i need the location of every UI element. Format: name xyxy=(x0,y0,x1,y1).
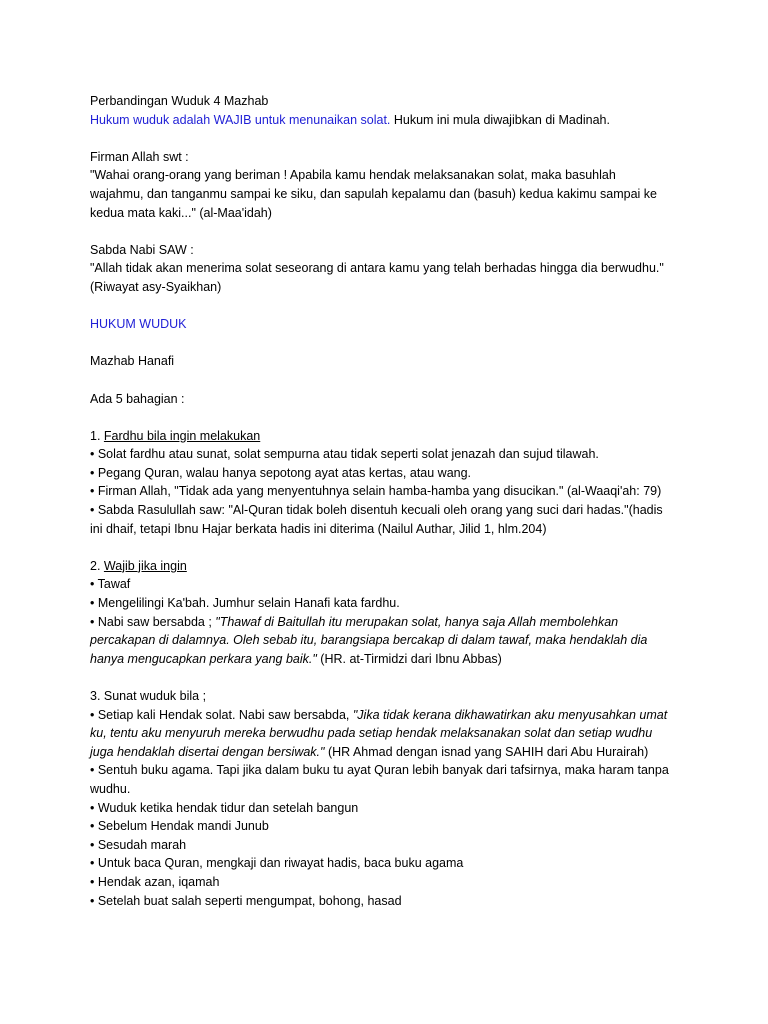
sabda-line: (Riwayat asy-Syaikhan) xyxy=(90,279,222,294)
bullet-prefix: • Nabi saw bersabda ; xyxy=(90,614,216,629)
section3-heading: 3. Sunat wuduk bila ; xyxy=(90,689,207,703)
section3-quote-line xyxy=(90,724,690,743)
section3-bullet: • Untuk baca Quran, mengkaji dan riwayat hadis, baca buku agama xyxy=(90,856,464,871)
section3-bullet: • Hendak azan, iqamah xyxy=(90,874,220,889)
quote-text: "Jika tidak kerana dikhawatirkan aku menyusahkan umat xyxy=(352,707,668,722)
intro-line xyxy=(90,111,690,130)
section2-bullet: • Mengelilingi Ka'bah. Jumhur selain Hanafi kata fardhu. xyxy=(90,596,400,611)
section3-quote-line xyxy=(90,743,690,762)
section2-bullet xyxy=(90,613,690,632)
mazhab-heading: Mazhab Hanafi xyxy=(90,354,175,369)
section1-line: • Firman Allah, "Tidak ada yang menyentuhnya selain hamba-hamba yang disucikan." (al-Waaqi'ah: 79) xyxy=(90,484,662,499)
bullet-prefix: • Setiap kali Hendak solat. Nabi saw bersabda, xyxy=(90,707,353,722)
section1-line: ini dhaif, tetapi Ibnu Hajar berkata hadis ini diterima (Nailul Authar, Jilid 1, hlm.204) xyxy=(90,521,547,536)
firman-line: kedua mata kaki..." (al-Maa'idah) xyxy=(90,205,272,220)
section1-heading xyxy=(90,427,690,446)
firman-heading: Firman Allah swt : xyxy=(90,149,189,164)
section2-quote-line xyxy=(90,631,690,650)
citation: (HR Ahmad dengan isnad yang SAHIH dari Abu Hurairah) xyxy=(324,744,649,759)
section1-line: • Sabda Rasulullah saw: "Al-Quran tidak boleh disentuh kecuali oleh orang yang suci dari hadas."(hadis xyxy=(90,503,663,518)
section3-bullet: • Sentuh buku agama. Tapi jika dalam buku tu ayat Quran lebih banyak dari tafsirnya, maka haram tanpa xyxy=(90,763,669,778)
quote-text: percakapan di dalamnya. Oleh sebab itu, barangsiapa bercakap di dalam tawaf, maka hendaklah dia xyxy=(90,633,648,648)
section3-bullet: • Setelah buat salah seperti mengumpat, bohong, hasad xyxy=(90,893,402,908)
section2-quote-line xyxy=(90,650,690,669)
quote-text: ku, tentu aku menyuruh mereka berwudhu pada setiap hendak melaksanakan solat dan setiap wudhu xyxy=(90,726,653,741)
quote-text: juga hendaklah disertai dengan bersiwak." xyxy=(90,744,325,759)
quote-text: "Thawaf di Baitullah itu merupakan solat, hanya saja Allah membolehkan xyxy=(215,614,619,629)
bahagian-text: Ada 5 bahagian : xyxy=(90,391,185,406)
section3-bullet: • Sesudah marah xyxy=(90,837,187,852)
section3-bullet xyxy=(90,706,690,725)
document-body xyxy=(90,92,690,910)
section1-title: Fardhu bila ingin melakukan xyxy=(103,428,261,443)
firman-line: wajahmu, dan tanganmu sampai ke siku, dan sapulah kepalamu dan (basuh) kedua kakimu sampai ke xyxy=(90,186,657,201)
intro-highlight: Hukum wuduk adalah WAJIB untuk menunaikan solat. xyxy=(90,112,391,127)
section1-line: • Pegang Quran, walau hanya sepotong ayat atas kertas, atau wang. xyxy=(90,465,472,480)
document-title: Perbandingan Wuduk 4 Mazhab xyxy=(90,94,269,108)
quote-text: hanya mengucapkan perkara yang baik." xyxy=(90,651,317,666)
section2-bullet: • Tawaf xyxy=(90,577,131,592)
section2-heading xyxy=(90,557,690,576)
firman-line: "Wahai orang-orang yang beriman ! Apabila kamu hendak melaksanakan solat, maka basuhlah xyxy=(90,168,616,183)
citation: (HR. at-Tirmidzi dari Ibnu Abbas) xyxy=(316,651,502,666)
hukum-heading: HUKUM WUDUK xyxy=(90,317,187,332)
section3-bullet-cont: wudhu. xyxy=(90,781,131,796)
sabda-line: "Allah tidak akan menerima solat seseorang di antara kamu yang telah berhadas hingga dia berwudhu." xyxy=(90,261,664,276)
intro-rest: Hukum ini mula diwajibkan di Madinah. xyxy=(390,112,610,127)
sabda-heading: Sabda Nabi SAW : xyxy=(90,242,194,257)
section1-number: 1. xyxy=(90,428,104,443)
section3-bullet: • Wuduk ketika hendak tidur dan setelah bangun xyxy=(90,800,359,815)
section2-title: Wajib jika ingin xyxy=(103,558,187,573)
section3-bullet: • Sebelum Hendak mandi Junub xyxy=(90,819,269,834)
section2-number: 2. xyxy=(90,558,104,573)
section1-line: • Solat fardhu atau sunat, solat sempurna atau tidak seperti solat jenazah dan sujud tilawah. xyxy=(90,447,599,462)
